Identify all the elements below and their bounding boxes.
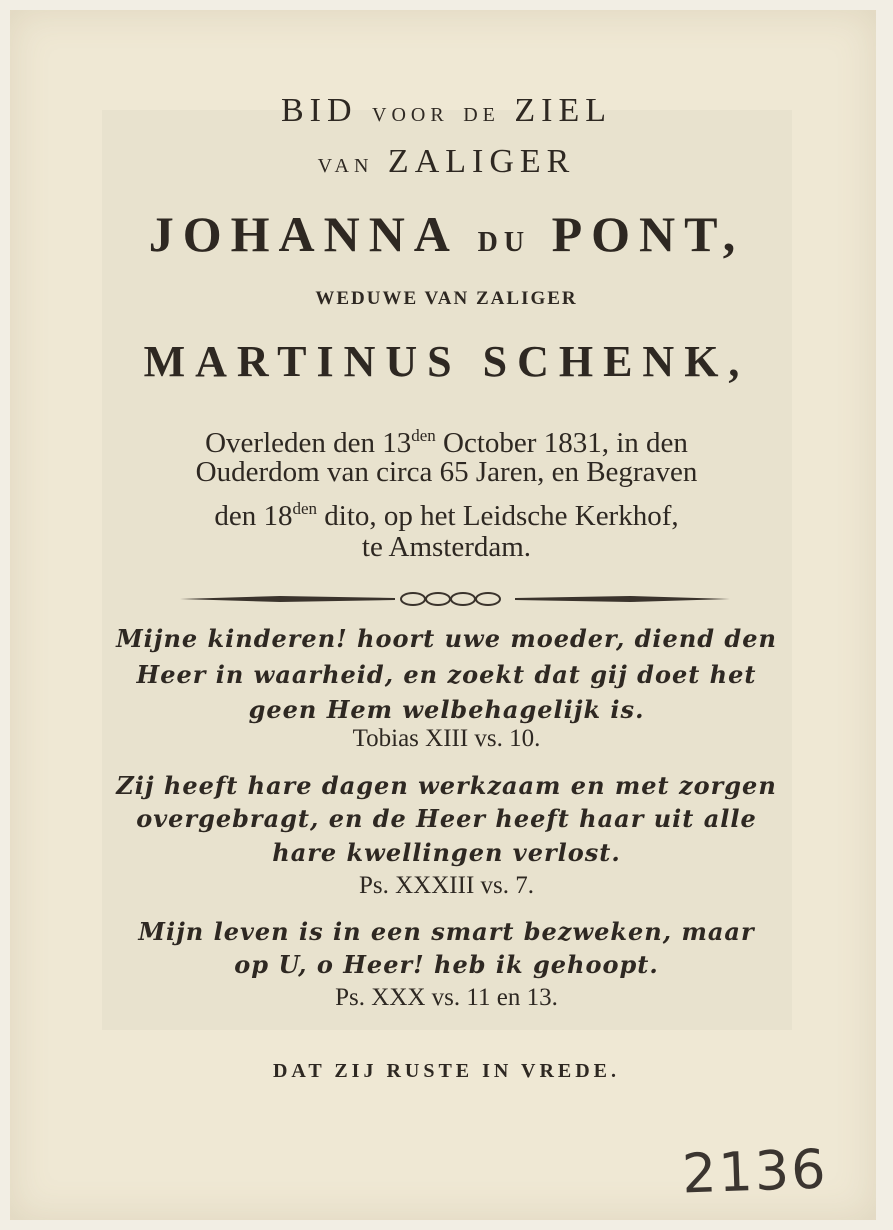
death-date-line: Overleden den $13^{den}$ October 1831, in den <box>205 426 688 459</box>
prayer-card <box>10 10 876 1220</box>
husband-name: MARTINUS SCHENK, <box>143 337 750 386</box>
place-line: te Amsterdam. <box>361 531 532 563</box>
deceased-name: JOHANNA DU PONT, <box>148 206 745 262</box>
verse-2-line-1: Zij heeft hare dagen werkzaam en met zorgen <box>116 771 777 800</box>
ornamental-divider <box>180 588 730 610</box>
verse-3-reference: Ps. XXX vs. 11 en 13. <box>335 984 558 1011</box>
closing-line: DAT ZIJ RUSTE IN VREDE. <box>272 1060 621 1082</box>
handwritten-archive-number: 2136 <box>680 1137 829 1206</box>
burial-line: den $18^{den}$ dito, op het Leidsche Kerkhof, <box>214 499 679 532</box>
verse-3-line-1: Mijn leven is in een smart bezweken, maar <box>138 917 755 946</box>
verse-1-reference: Tobias XIII vs. 10. <box>352 725 541 752</box>
title-line-1: BID VOOR DE ZIEL <box>280 92 613 129</box>
verse-2-reference: Ps. XXXIII vs. 7. <box>359 872 534 899</box>
age-line: Ouderdom van circa 65 Jaren, en Begraven <box>195 456 698 488</box>
verse-1-line-1: Mijne kinderen! hoort uwe moeder, diend den <box>116 624 777 653</box>
verse-2-line-3: hare kwellingen verlost. <box>272 838 621 867</box>
verse-1-line-3: geen Hem welbehagelijk is. <box>248 695 645 724</box>
widow-of-line: WEDUWE VAN ZALIGER <box>315 288 578 309</box>
title-line-2: VAN ZALIGER <box>317 143 576 180</box>
verse-3-line-2: op U, o Heer! heb ik gehoopt. <box>234 950 659 979</box>
verse-2-line-2: overgebragt, en de Heer heeft haar uit alle <box>136 804 757 833</box>
verse-1-line-2: Heer in waarheid, en zoekt dat gij doet het <box>136 660 757 689</box>
